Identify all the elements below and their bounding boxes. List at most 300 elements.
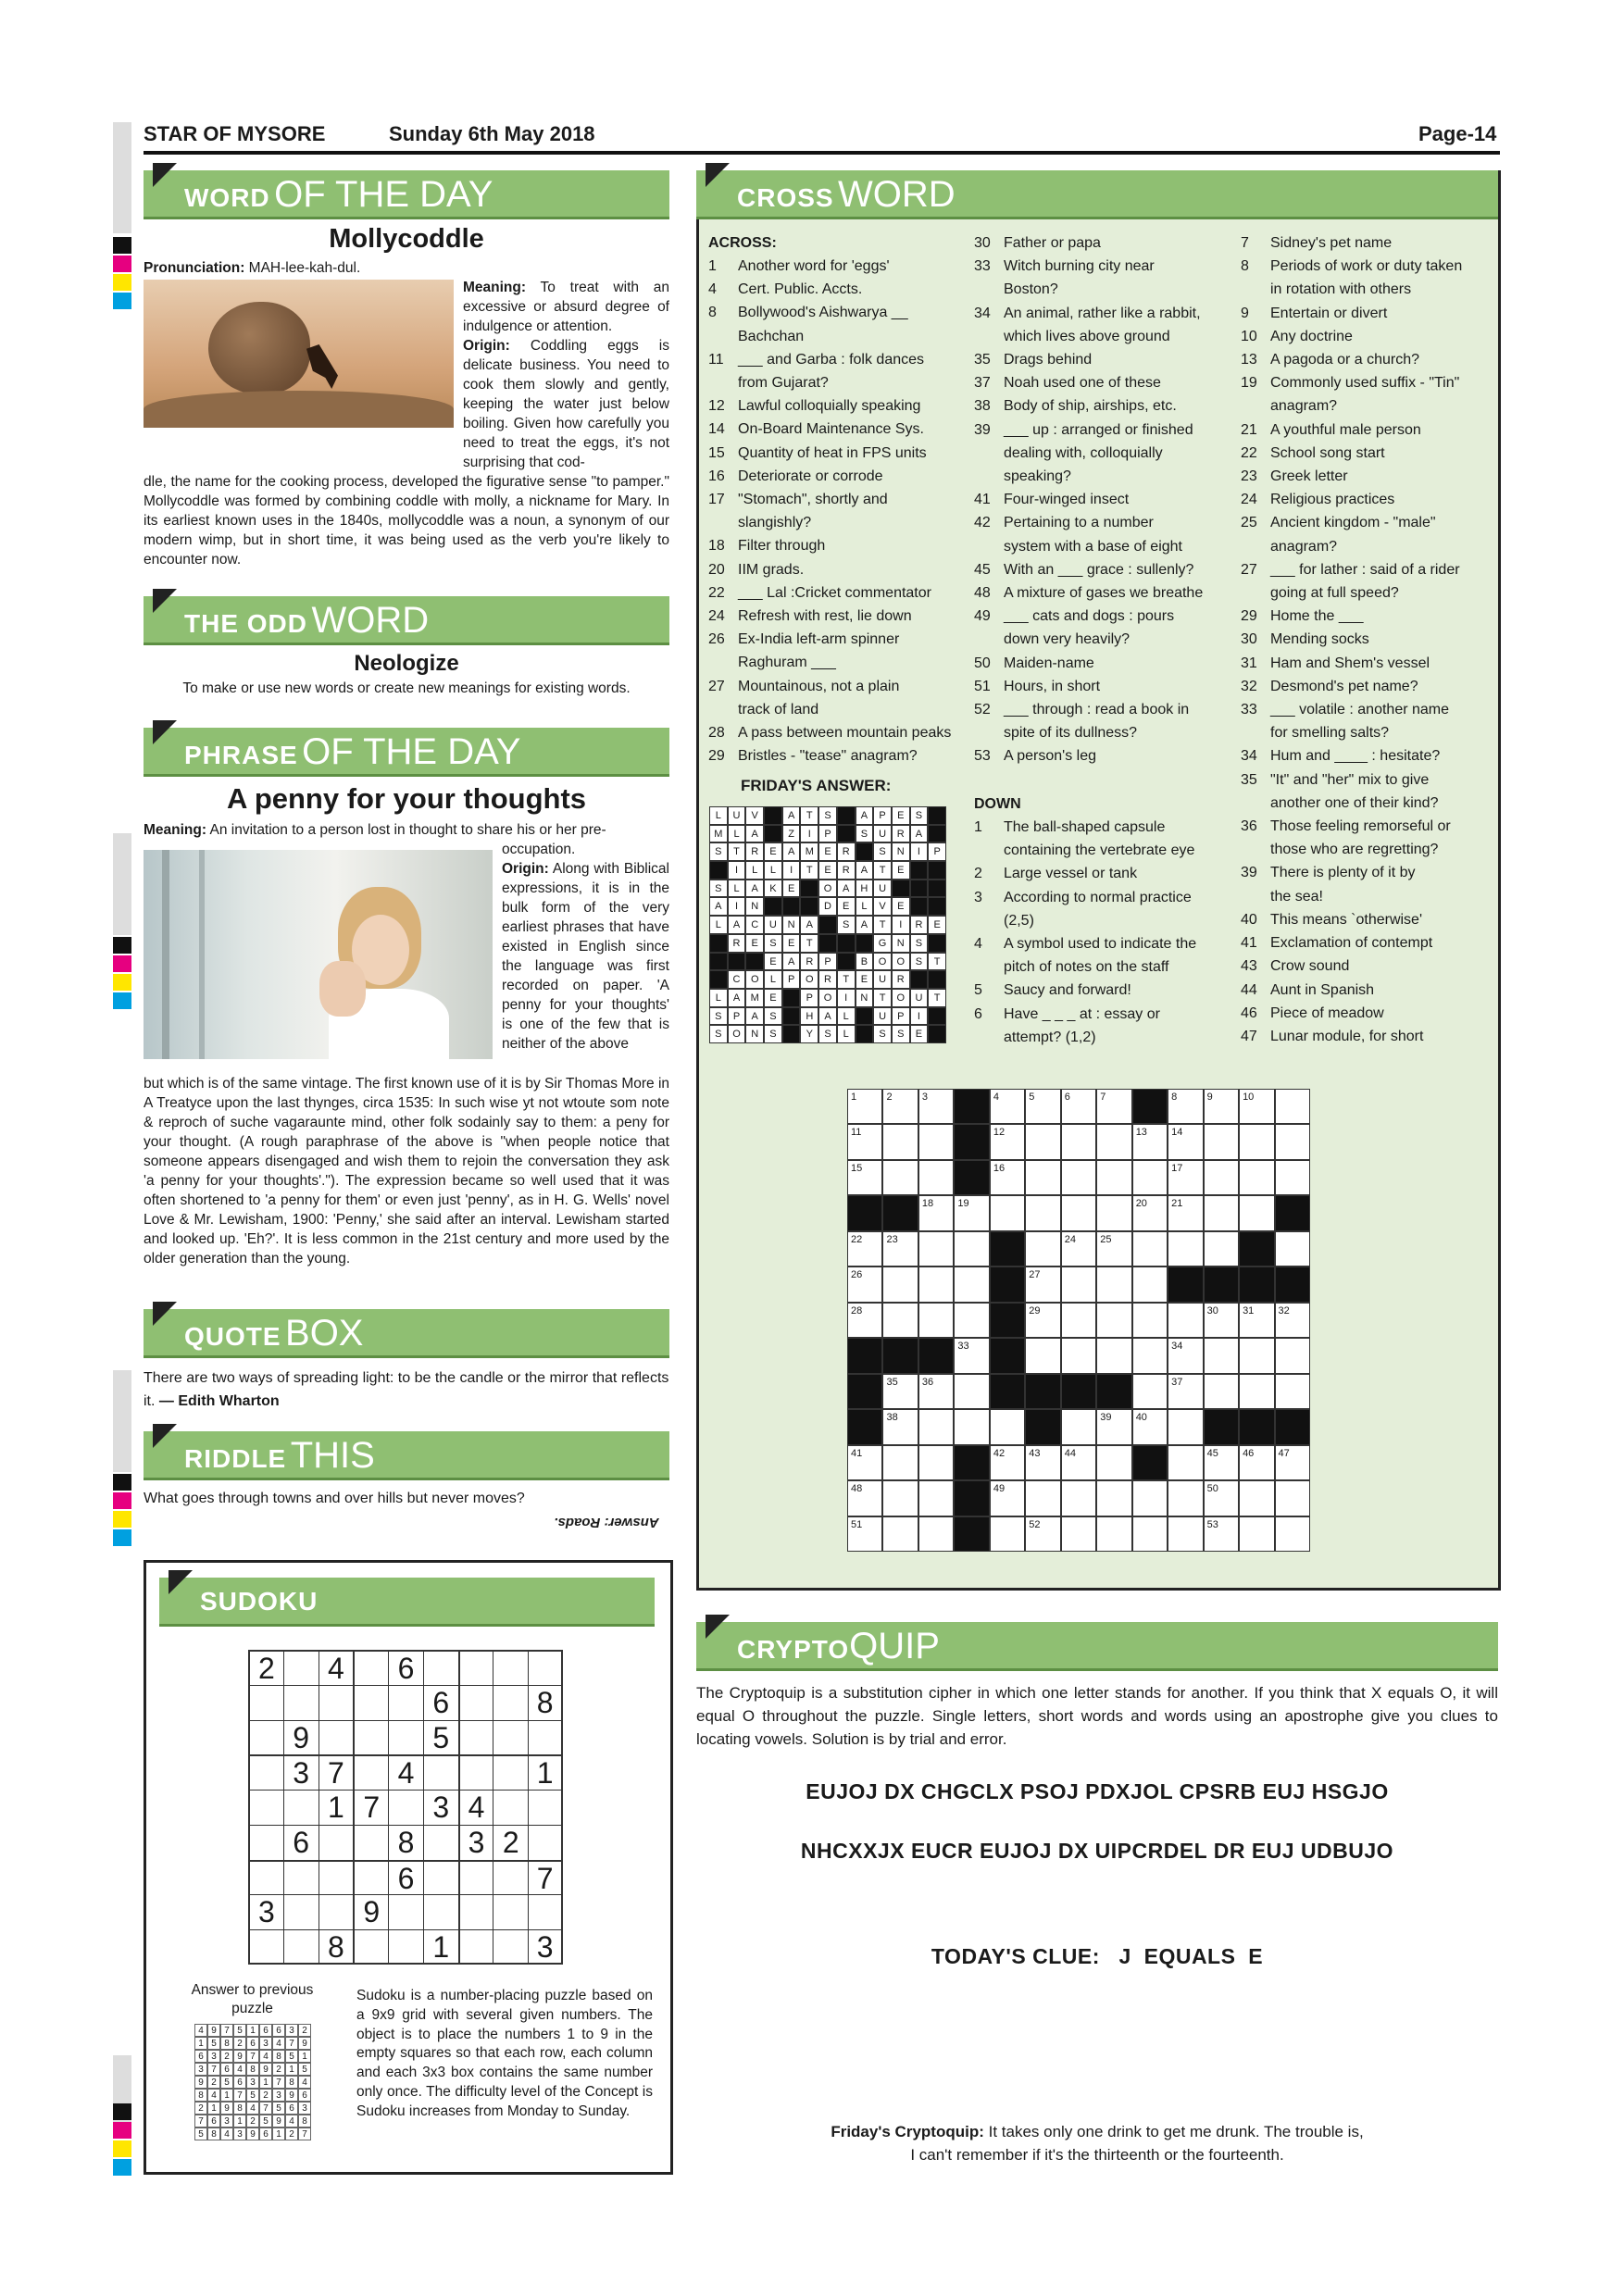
crossword-cell[interactable] bbox=[1275, 1480, 1310, 1516]
crossword-cell[interactable] bbox=[1275, 1124, 1310, 1159]
fridays-answer-cell bbox=[728, 953, 746, 971]
fridays-answer-cell: U bbox=[873, 825, 892, 843]
crossword-cell[interactable] bbox=[1096, 1338, 1131, 1373]
crossword-cell[interactable] bbox=[990, 1195, 1025, 1230]
crossword-cell[interactable]: 14 bbox=[1168, 1124, 1203, 1159]
crossword-clue: dealing with, colloquially bbox=[1004, 444, 1163, 461]
sudoku-cell[interactable] bbox=[388, 1894, 423, 1929]
crossword-cell[interactable] bbox=[1132, 1516, 1168, 1552]
fridays-answer-cell: E bbox=[745, 934, 764, 953]
crossword-cell[interactable] bbox=[1096, 1374, 1131, 1409]
crossword-cell[interactable] bbox=[954, 1160, 989, 1195]
fridays-answer-cell: N bbox=[782, 916, 801, 934]
crossword-cell[interactable] bbox=[1096, 1267, 1131, 1302]
sudoku-cell[interactable] bbox=[353, 1685, 388, 1720]
crossword-cell[interactable]: 25 bbox=[1096, 1231, 1131, 1267]
crossword-cell[interactable] bbox=[918, 1267, 954, 1302]
crossword-clue: 8 Periods of work or duty taken bbox=[1241, 258, 1463, 275]
crossword-cell[interactable] bbox=[1275, 1409, 1310, 1444]
crossword-cell[interactable] bbox=[1275, 1195, 1310, 1230]
crossword-cell[interactable]: 2 bbox=[882, 1089, 918, 1124]
crossword-cell[interactable]: 45 bbox=[1204, 1445, 1239, 1480]
crossword-cell[interactable]: 30 bbox=[1204, 1303, 1239, 1338]
crossword-cell[interactable] bbox=[1096, 1124, 1131, 1159]
crossword-cell[interactable]: 3 bbox=[918, 1089, 954, 1124]
crossword-cell[interactable] bbox=[990, 1267, 1025, 1302]
crossword-cell[interactable] bbox=[882, 1124, 918, 1159]
crossword-cell[interactable] bbox=[1061, 1303, 1096, 1338]
crossword-cell[interactable] bbox=[1239, 1409, 1274, 1444]
sudoku-cell[interactable] bbox=[493, 1720, 528, 1755]
sudoku-cell[interactable] bbox=[458, 1685, 493, 1720]
crossword-cell[interactable] bbox=[990, 1303, 1025, 1338]
sudoku-cell[interactable] bbox=[319, 1685, 354, 1720]
crossword-cell[interactable]: 47 bbox=[1275, 1445, 1310, 1480]
crossword-cell[interactable]: 18 bbox=[918, 1195, 954, 1230]
crossword-cell[interactable] bbox=[1025, 1409, 1060, 1444]
crossword-cell[interactable] bbox=[882, 1516, 918, 1552]
sudoku-cell[interactable] bbox=[458, 1650, 493, 1685]
crossword-cell[interactable]: 40 bbox=[1132, 1409, 1168, 1444]
crossword-cell[interactable] bbox=[882, 1195, 918, 1230]
crossword-cell[interactable] bbox=[990, 1374, 1025, 1409]
crossword-cell[interactable] bbox=[1168, 1303, 1203, 1338]
sudoku-cell[interactable] bbox=[458, 1860, 493, 1895]
crossword-cell[interactable] bbox=[1025, 1160, 1060, 1195]
crossword-cell[interactable] bbox=[918, 1231, 954, 1267]
sudoku-cell[interactable] bbox=[353, 1720, 388, 1755]
sudoku-answer-cell: 4 bbox=[233, 2063, 246, 2076]
crossword-cell[interactable] bbox=[918, 1445, 954, 1480]
crossword-cell[interactable]: 12 bbox=[990, 1124, 1025, 1159]
crossword-cell[interactable] bbox=[990, 1231, 1025, 1267]
sudoku-cell[interactable] bbox=[283, 1650, 319, 1685]
sudoku-cell[interactable] bbox=[248, 1860, 283, 1895]
crossword-cell[interactable] bbox=[1025, 1195, 1060, 1230]
crossword-cell[interactable] bbox=[1061, 1516, 1096, 1552]
crossword-clue: 25 Ancient kingdom - "male" bbox=[1241, 515, 1436, 531]
fridays-answer-cell: K bbox=[764, 880, 782, 898]
crossword-cell[interactable] bbox=[882, 1267, 918, 1302]
crossword-clue: 4 Cert. Public. Accts. bbox=[708, 281, 863, 298]
crossword-cell[interactable] bbox=[847, 1195, 882, 1230]
crossword-cell[interactable] bbox=[954, 1267, 989, 1302]
crossword-cell[interactable] bbox=[918, 1516, 954, 1552]
crossword-cell[interactable] bbox=[1239, 1516, 1274, 1552]
crossword-cell[interactable]: 26 bbox=[847, 1267, 882, 1302]
fridays-answer-cell bbox=[782, 1025, 801, 1043]
sudoku-cell[interactable] bbox=[319, 1720, 354, 1755]
crossword-cell[interactable]: 49 bbox=[990, 1480, 1025, 1516]
fridays-answer-cell: L bbox=[764, 861, 782, 880]
sudoku-cell[interactable] bbox=[388, 1720, 423, 1755]
crossword-cell[interactable] bbox=[847, 1374, 882, 1409]
sudoku-cell[interactable]: 3 bbox=[528, 1929, 563, 1965]
crossword-cell[interactable] bbox=[1025, 1338, 1060, 1373]
crossword-cell[interactable] bbox=[1061, 1409, 1096, 1444]
fridays-answer-cell: E bbox=[892, 861, 910, 880]
sudoku-cell[interactable] bbox=[493, 1894, 528, 1929]
crossword-cell[interactable] bbox=[918, 1124, 954, 1159]
fridays-answer-cell: A bbox=[745, 825, 764, 843]
sudoku-cell[interactable] bbox=[283, 1685, 319, 1720]
fridays-answer-cell: A bbox=[818, 1007, 837, 1026]
sudoku-cell[interactable] bbox=[493, 1754, 528, 1790]
crossword-clue: 37 Noah used one of these bbox=[974, 375, 1161, 392]
fridays-answer-cell: A bbox=[782, 806, 801, 825]
crossword-cell[interactable]: 11 bbox=[847, 1124, 882, 1159]
sudoku-cell[interactable] bbox=[248, 1790, 283, 1825]
crossword-cell[interactable] bbox=[1168, 1231, 1203, 1267]
crossword-cell[interactable]: 50 bbox=[1204, 1480, 1239, 1516]
sudoku-cell[interactable] bbox=[493, 1650, 528, 1685]
crossword-cell[interactable]: 52 bbox=[1025, 1516, 1060, 1552]
crossword-cell[interactable]: 20 bbox=[1132, 1195, 1168, 1230]
sudoku-cell[interactable] bbox=[528, 1720, 563, 1755]
sudoku-cell[interactable]: 9 bbox=[353, 1894, 388, 1929]
crossword-cell[interactable]: 46 bbox=[1239, 1445, 1274, 1480]
crossword-banner: CROSS WORD bbox=[696, 170, 1498, 219]
sudoku-cell[interactable]: 6 bbox=[388, 1860, 423, 1895]
crossword-cell[interactable]: 42 bbox=[990, 1445, 1025, 1480]
crossword-cell[interactable] bbox=[1025, 1124, 1060, 1159]
crossword-cell[interactable]: 44 bbox=[1061, 1445, 1096, 1480]
fridays-answer-cell bbox=[800, 880, 818, 898]
sudoku-cell[interactable] bbox=[248, 1754, 283, 1790]
word-of-day-text-right: Meaning: To treat with an excessive or absurd degree of indulgence or attention. Origin: Coddling eggs is delicate business. You need to cook them slowly and gently, keeping the water just below boiling. Given how carefully you need to treat the eggs, it's not surprising that cod- bbox=[463, 280, 669, 470]
crossword-cell[interactable] bbox=[1168, 1267, 1203, 1302]
crossword-cell[interactable] bbox=[1132, 1089, 1168, 1124]
fridays-answer-cell bbox=[892, 880, 910, 898]
crossword-cell[interactable] bbox=[1061, 1374, 1096, 1409]
crossword-cell[interactable]: 17 bbox=[1168, 1160, 1203, 1195]
fridays-answer-cell: T bbox=[873, 861, 892, 880]
crossword-cell[interactable] bbox=[1132, 1160, 1168, 1195]
crossword-cell[interactable]: 9 bbox=[1204, 1089, 1239, 1124]
crossword-cell[interactable] bbox=[1061, 1195, 1096, 1230]
sudoku-cell[interactable] bbox=[353, 1650, 388, 1685]
crossword-cell[interactable] bbox=[1275, 1374, 1310, 1409]
header-rule bbox=[144, 151, 1500, 155]
fridays-answer-cell bbox=[837, 934, 856, 953]
crossword-cell[interactable]: 5 bbox=[1025, 1089, 1060, 1124]
crossword-cell[interactable] bbox=[1239, 1267, 1274, 1302]
crossword-cell[interactable]: 34 bbox=[1168, 1338, 1203, 1373]
sudoku-cell[interactable]: 6 bbox=[423, 1685, 458, 1720]
sudoku-cell[interactable] bbox=[458, 1720, 493, 1755]
crossword-cell[interactable] bbox=[1132, 1231, 1168, 1267]
crossword-cell[interactable] bbox=[1132, 1374, 1168, 1409]
sudoku-cell[interactable]: 7 bbox=[319, 1754, 354, 1790]
crossword-cell[interactable]: 8 bbox=[1168, 1089, 1203, 1124]
crossword-cell[interactable] bbox=[1061, 1267, 1096, 1302]
sudoku-cell[interactable]: 1 bbox=[528, 1754, 563, 1790]
sudoku-cell[interactable] bbox=[248, 1825, 283, 1860]
sudoku-cell[interactable]: 7 bbox=[353, 1790, 388, 1825]
crossword-cell[interactable] bbox=[954, 1480, 989, 1516]
crossword-cell[interactable] bbox=[882, 1160, 918, 1195]
sudoku-cell[interactable] bbox=[528, 1894, 563, 1929]
sudoku-cell[interactable]: 3 bbox=[248, 1894, 283, 1929]
fridays-answer-cell bbox=[837, 825, 856, 843]
crossword-cell[interactable] bbox=[847, 1338, 882, 1373]
crossword-cell[interactable]: 29 bbox=[1025, 1303, 1060, 1338]
crossword-cell[interactable]: 7 bbox=[1096, 1089, 1131, 1124]
sudoku-cell[interactable] bbox=[423, 1650, 458, 1685]
sudoku-cell[interactable] bbox=[388, 1790, 423, 1825]
crossword-cell[interactable] bbox=[1168, 1480, 1203, 1516]
sudoku-cell[interactable] bbox=[353, 1754, 388, 1790]
sudoku-cell[interactable] bbox=[458, 1929, 493, 1965]
crossword-grid[interactable] bbox=[847, 1089, 1310, 1552]
sudoku-cell[interactable]: 3 bbox=[458, 1825, 493, 1860]
crossword-cell[interactable] bbox=[1239, 1374, 1274, 1409]
crossword-cell[interactable]: 19 bbox=[954, 1195, 989, 1230]
crossword-cell[interactable] bbox=[954, 1089, 989, 1124]
crossword-cell[interactable] bbox=[882, 1338, 918, 1373]
crossword-cell[interactable] bbox=[1204, 1267, 1239, 1302]
sudoku-cell[interactable] bbox=[423, 1825, 458, 1860]
crossword-cell[interactable] bbox=[1061, 1338, 1096, 1373]
sudoku-answer-cell: 5 bbox=[259, 2115, 272, 2128]
crossword-cell[interactable]: 41 bbox=[847, 1445, 882, 1480]
crossword-cell[interactable] bbox=[990, 1516, 1025, 1552]
crossword-cell[interactable] bbox=[1096, 1516, 1131, 1552]
crossword-cell[interactable] bbox=[954, 1374, 989, 1409]
crossword-cell[interactable] bbox=[1061, 1160, 1096, 1195]
crossword-cell[interactable] bbox=[1275, 1516, 1310, 1552]
crossword-cell[interactable] bbox=[1204, 1124, 1239, 1159]
crossword-cell[interactable] bbox=[990, 1338, 1025, 1373]
crossword-cell[interactable] bbox=[1239, 1231, 1274, 1267]
crossword-cell[interactable] bbox=[1239, 1160, 1274, 1195]
crossword-cell[interactable] bbox=[1132, 1338, 1168, 1373]
crossword-cell[interactable] bbox=[1204, 1338, 1239, 1373]
crossword-cell[interactable] bbox=[1025, 1374, 1060, 1409]
sudoku-cell[interactable]: 8 bbox=[388, 1825, 423, 1860]
sudoku-cell[interactable]: 8 bbox=[528, 1685, 563, 1720]
sudoku-cell[interactable] bbox=[248, 1685, 283, 1720]
fridays-answer-cell: P bbox=[818, 953, 837, 971]
sudoku-cell[interactable] bbox=[528, 1790, 563, 1825]
crossword-cell[interactable] bbox=[990, 1409, 1025, 1444]
sudoku-cell[interactable]: 8 bbox=[319, 1929, 354, 1965]
sudoku-cell[interactable] bbox=[493, 1790, 528, 1825]
crossword-cell[interactable] bbox=[1204, 1195, 1239, 1230]
crossword-cell[interactable] bbox=[1132, 1480, 1168, 1516]
sudoku-cell[interactable] bbox=[388, 1685, 423, 1720]
crossword-cell[interactable] bbox=[1025, 1480, 1060, 1516]
quote-text: There are two ways of spreading light: to be the candle or the mirror that reflects it. — Edith Wharton bbox=[144, 1370, 669, 1409]
sudoku-cell[interactable] bbox=[319, 1894, 354, 1929]
sudoku-cell[interactable]: 4 bbox=[388, 1754, 423, 1790]
crossword-cell[interactable] bbox=[1096, 1195, 1131, 1230]
fridays-answer-cell: S bbox=[910, 934, 929, 953]
sudoku-cell[interactable] bbox=[353, 1929, 388, 1965]
crossword-cell[interactable]: 1 bbox=[847, 1089, 882, 1124]
sudoku-answer-cell: 8 bbox=[272, 2050, 285, 2063]
sudoku-cell[interactable] bbox=[528, 1825, 563, 1860]
crossword-cell[interactable] bbox=[954, 1409, 989, 1444]
sudoku-cell[interactable] bbox=[353, 1825, 388, 1860]
crossword-cell[interactable]: 43 bbox=[1025, 1445, 1060, 1480]
sudoku-answer-cell: 4 bbox=[220, 2128, 233, 2140]
crossword-cell[interactable]: 36 bbox=[918, 1374, 954, 1409]
sudoku-cell[interactable]: 2 bbox=[493, 1825, 528, 1860]
odd-word-banner: THE ODD WORD bbox=[144, 596, 669, 645]
crossword-cell[interactable] bbox=[1132, 1445, 1168, 1480]
crossword-cell[interactable] bbox=[918, 1480, 954, 1516]
fridays-answer-cell bbox=[928, 897, 946, 916]
sudoku-answer-cell: 2 bbox=[285, 2128, 298, 2140]
crossword-cell[interactable] bbox=[1275, 1089, 1310, 1124]
crossword-cell[interactable] bbox=[1275, 1231, 1310, 1267]
crossword-cell[interactable] bbox=[1275, 1338, 1310, 1373]
sudoku-cell[interactable] bbox=[423, 1894, 458, 1929]
crossword-cell[interactable]: 48 bbox=[847, 1480, 882, 1516]
crossword-cell[interactable] bbox=[954, 1445, 989, 1480]
sudoku-cell[interactable] bbox=[528, 1650, 563, 1685]
crossword-cell[interactable] bbox=[1096, 1445, 1131, 1480]
crossword-cell[interactable] bbox=[1204, 1231, 1239, 1267]
sudoku-cell[interactable]: 3 bbox=[423, 1790, 458, 1825]
crossword-cell[interactable]: 28 bbox=[847, 1303, 882, 1338]
sudoku-answer-cell: 3 bbox=[207, 2050, 220, 2063]
crossword-cell[interactable] bbox=[882, 1445, 918, 1480]
crossword-cell[interactable] bbox=[1132, 1303, 1168, 1338]
sudoku-cell[interactable] bbox=[493, 1929, 528, 1965]
crossword-cell[interactable] bbox=[1239, 1195, 1274, 1230]
crossword-cell[interactable]: 33 bbox=[954, 1338, 989, 1373]
crossword-cell[interactable] bbox=[1204, 1409, 1239, 1444]
print-mark bbox=[113, 1529, 131, 1546]
crossword-cell[interactable] bbox=[918, 1409, 954, 1444]
crossword-cell[interactable]: 15 bbox=[847, 1160, 882, 1195]
sudoku-cell[interactable] bbox=[353, 1860, 388, 1895]
crossword-cell[interactable] bbox=[954, 1516, 989, 1552]
fridays-answer-cell bbox=[910, 970, 929, 989]
fridays-answer-cell: E bbox=[892, 897, 910, 916]
crossword-cell[interactable]: 23 bbox=[882, 1231, 918, 1267]
crossword-cell[interactable]: 35 bbox=[882, 1374, 918, 1409]
crossword-cell[interactable] bbox=[1061, 1480, 1096, 1516]
sudoku-cell[interactable] bbox=[283, 1860, 319, 1895]
fridays-answer-cell bbox=[856, 842, 874, 861]
crossword-cell[interactable] bbox=[1096, 1160, 1131, 1195]
crossword-cell[interactable]: 13 bbox=[1132, 1124, 1168, 1159]
crossword-cell[interactable] bbox=[1061, 1124, 1096, 1159]
fridays-answer-cell bbox=[928, 861, 946, 880]
crossword-clue: 19 Commonly used suffix - "Tin" bbox=[1241, 375, 1460, 392]
sudoku-cell[interactable]: 4 bbox=[458, 1790, 493, 1825]
crossword-cell[interactable] bbox=[1132, 1267, 1168, 1302]
crossword-cell[interactable] bbox=[918, 1303, 954, 1338]
crossword-cell[interactable] bbox=[1275, 1267, 1310, 1302]
sudoku-cell[interactable]: 9 bbox=[283, 1720, 319, 1755]
crossword-cell[interactable]: 53 bbox=[1204, 1516, 1239, 1552]
crossword-cell[interactable] bbox=[1239, 1338, 1274, 1373]
sudoku-cell[interactable] bbox=[283, 1790, 319, 1825]
crossword-cell[interactable] bbox=[1204, 1374, 1239, 1409]
sudoku-cell[interactable] bbox=[423, 1754, 458, 1790]
crossword-cell[interactable]: 27 bbox=[1025, 1267, 1060, 1302]
sudoku-cell[interactable]: 7 bbox=[528, 1860, 563, 1895]
fridays-answer-cell: S bbox=[837, 916, 856, 934]
crossword-cell[interactable]: 16 bbox=[990, 1160, 1025, 1195]
sudoku-cell[interactable]: 1 bbox=[423, 1929, 458, 1965]
fridays-answer-cell: O bbox=[892, 989, 910, 1007]
crossword-cell[interactable] bbox=[1168, 1516, 1203, 1552]
sudoku-cell[interactable] bbox=[493, 1860, 528, 1895]
sudoku-cell[interactable] bbox=[283, 1929, 319, 1965]
crossword-cell[interactable] bbox=[954, 1231, 989, 1267]
crossword-cell[interactable] bbox=[1096, 1480, 1131, 1516]
sudoku-cell[interactable] bbox=[248, 1929, 283, 1965]
crossword-cell[interactable] bbox=[918, 1160, 954, 1195]
crossword-cell[interactable]: 10 bbox=[1239, 1089, 1274, 1124]
sudoku-cell[interactable] bbox=[248, 1720, 283, 1755]
crossword-cell[interactable]: 6 bbox=[1061, 1089, 1096, 1124]
crossword-cell[interactable] bbox=[1168, 1409, 1203, 1444]
sudoku-cell[interactable] bbox=[423, 1860, 458, 1895]
crossword-cell[interactable]: 51 bbox=[847, 1516, 882, 1552]
crossword-cell[interactable]: 37 bbox=[1168, 1374, 1203, 1409]
crossword-cell[interactable]: 31 bbox=[1239, 1303, 1274, 1338]
sudoku-cell[interactable] bbox=[319, 1825, 354, 1860]
sudoku-grid[interactable] bbox=[248, 1650, 563, 1965]
crossword-cell[interactable] bbox=[1239, 1124, 1274, 1159]
crossword-cell[interactable] bbox=[1239, 1480, 1274, 1516]
sudoku-cell[interactable]: 6 bbox=[283, 1825, 319, 1860]
sudoku-cell[interactable] bbox=[388, 1929, 423, 1965]
sudoku-cell[interactable] bbox=[493, 1685, 528, 1720]
sudoku-cell[interactable]: 1 bbox=[319, 1790, 354, 1825]
sudoku-cell[interactable] bbox=[458, 1754, 493, 1790]
fridays-answer-cell: S bbox=[764, 1025, 782, 1043]
sudoku-cell[interactable]: 4 bbox=[319, 1650, 354, 1685]
crossword-cell[interactable] bbox=[882, 1303, 918, 1338]
crossword-cell[interactable] bbox=[1025, 1231, 1060, 1267]
sudoku-answer-cell: 4 bbox=[194, 2024, 207, 2037]
crossword-cell[interactable] bbox=[847, 1409, 882, 1444]
crossword-cell[interactable]: 21 bbox=[1168, 1195, 1203, 1230]
crossword-cell[interactable] bbox=[954, 1303, 989, 1338]
fridays-answer-cell: H bbox=[800, 1007, 818, 1026]
crossword-cell[interactable] bbox=[882, 1480, 918, 1516]
crossword-cell[interactable] bbox=[1168, 1445, 1203, 1480]
sudoku-cell[interactable] bbox=[458, 1894, 493, 1929]
crossword-cell[interactable]: 38 bbox=[882, 1409, 918, 1444]
sudoku-answer-label: Answer to previous puzzle bbox=[191, 1982, 314, 2016]
sudoku-cell[interactable] bbox=[319, 1860, 354, 1895]
sudoku-cell[interactable] bbox=[283, 1894, 319, 1929]
crossword-cell[interactable]: 32 bbox=[1275, 1303, 1310, 1338]
crossword-cell[interactable] bbox=[1275, 1160, 1310, 1195]
sudoku-cell[interactable]: 2 bbox=[248, 1650, 283, 1685]
sudoku-cell[interactable]: 5 bbox=[423, 1720, 458, 1755]
fridays-answer-cell: G bbox=[873, 934, 892, 953]
sudoku-cell[interactable]: 6 bbox=[388, 1650, 423, 1685]
crossword-cell[interactable]: 24 bbox=[1061, 1231, 1096, 1267]
sudoku-cell[interactable]: 3 bbox=[283, 1754, 319, 1790]
crossword-cell[interactable] bbox=[918, 1338, 954, 1373]
crossword-cell[interactable]: 22 bbox=[847, 1231, 882, 1267]
crossword-cell[interactable] bbox=[1096, 1303, 1131, 1338]
crossword-cell[interactable]: 39 bbox=[1096, 1409, 1131, 1444]
crossword-cell[interactable]: 4 bbox=[990, 1089, 1025, 1124]
crossword-cell[interactable] bbox=[954, 1124, 989, 1159]
crossword-cell[interactable] bbox=[1204, 1160, 1239, 1195]
